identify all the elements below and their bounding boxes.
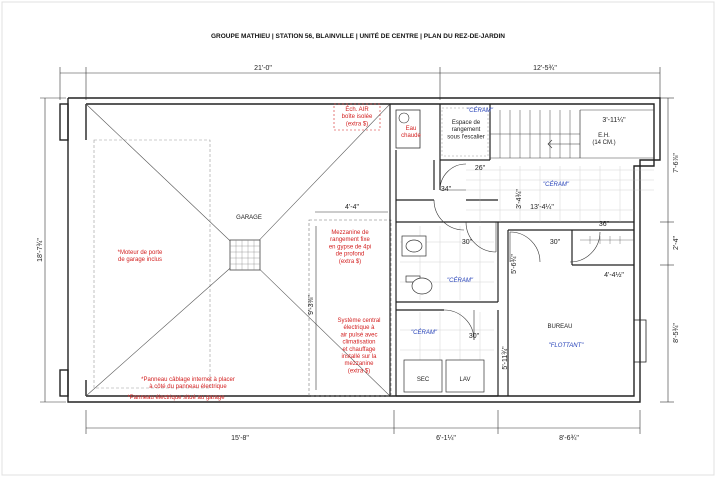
door-26: 26" [474,165,486,172]
window-right [634,320,646,362]
text-line: (extra $) [345,121,369,128]
ceram-corridor: "CÉRAM" [543,182,569,188]
bureau-label: BUREAU [547,324,573,330]
dim-right-mid: 2'-4" [673,236,680,250]
stair-storage-note [447,120,485,140]
flottant-label: "FLOTTANT" [548,343,584,349]
dim-corridor-width: 13'-4¼" [530,204,554,211]
door-30-bureau: 30" [549,239,561,246]
garage-label: GARAGE [236,215,262,221]
dim-mezz-width: 4'-4" [345,204,359,211]
dim-right-upper: 7'-6⅞" [673,153,680,173]
text-line: de garage inclus [117,257,163,264]
text-line: chaude [401,133,421,140]
dim-bottom-left: 15'-8" [231,435,249,442]
text-line: air pulsé avec [340,332,378,339]
ceram-laundry: "CÉRAM" [411,330,437,336]
dim-top-left: 21'-0" [254,65,272,72]
dim-stair-width: 3'-11¼" [602,117,626,124]
dim-right-lower: 8'-5¾" [673,323,680,343]
text-line: (extra $) [338,258,362,265]
text-line: à côté du panneau électrique [149,384,227,391]
dim-bath-v: 5'-6¾" [511,254,518,274]
dim-top-right: 12'-5¾" [533,65,557,72]
ceram-stair: "CÉRAM" [467,108,493,114]
dim-mezz-height: 9'-3⅜" [308,295,315,315]
electric-panel-note: *Panneau électrique situé au garage [127,395,225,401]
laundry-appliances [404,360,484,392]
text-line: rangement [451,127,481,134]
bath-fixtures [402,236,432,294]
corridor-tiles [400,166,654,392]
garage-door-note [118,250,163,263]
internet-panel-note [141,377,235,390]
interior-walls [390,104,634,396]
dim-left: 18'-7¾" [37,238,44,262]
closet-hatch [580,236,634,244]
lav-label: LAV [459,377,471,383]
dim-bureau-width: 4'-4½" [604,272,624,279]
heating-note [337,318,380,374]
text-line: mezzanine [344,361,374,368]
text-line: climatisation [342,339,376,346]
text-line: installé sur la [341,354,377,360]
text-line: (extra $) [347,368,371,375]
text-line: E.H. [598,133,610,139]
dim-bottom-right: 8'-6¾" [559,435,579,442]
dim-laundry-v: 5'-11¾" [502,346,509,370]
stairs [490,110,654,158]
text-line: Mezzanine de [331,230,369,236]
text-line: Éch. AIR [345,107,369,113]
text-line: *Moteur de porte [117,250,163,256]
dim-bottom-mid: 6'-1¼" [436,435,456,442]
water-heater-note [401,126,421,139]
text-line: rangement fixe [330,237,370,244]
sec-label: SEC [416,377,430,383]
text-line: sous l'escalier [447,134,485,141]
plan-title: GROUPE MATHIEU | STATION 56, BLAINVILLE | UNITÉ DE CENTRE | PLAN DU REZ-DE-JARDIN [211,33,505,40]
text-line: de profond [335,251,365,258]
text-line: en gypse de 4pi [328,244,372,251]
door-36-closet: 36" [598,221,610,228]
text-line: (14 CM.) [592,140,616,147]
door-30-bath: 30" [461,239,473,246]
text-line: boîte isolée [341,114,373,121]
door-34: 34" [440,186,452,193]
door-30-laundry: 30" [468,333,480,340]
text-line: Système central [337,318,381,324]
text-line: Eau [405,126,417,132]
dim-corridor-v: 3'-4¾" [516,189,523,209]
air-exchanger-note [342,106,373,127]
mezzanine-note [329,230,371,265]
text-line: électrique à [343,325,375,332]
eh-label [592,133,615,146]
text-line: Espace de [451,120,481,126]
text-line: *Panneau câblage internet à placer [141,377,235,383]
text-line: et chauffage [342,346,376,353]
ceram-bath: "CÉRAM" [447,278,473,284]
